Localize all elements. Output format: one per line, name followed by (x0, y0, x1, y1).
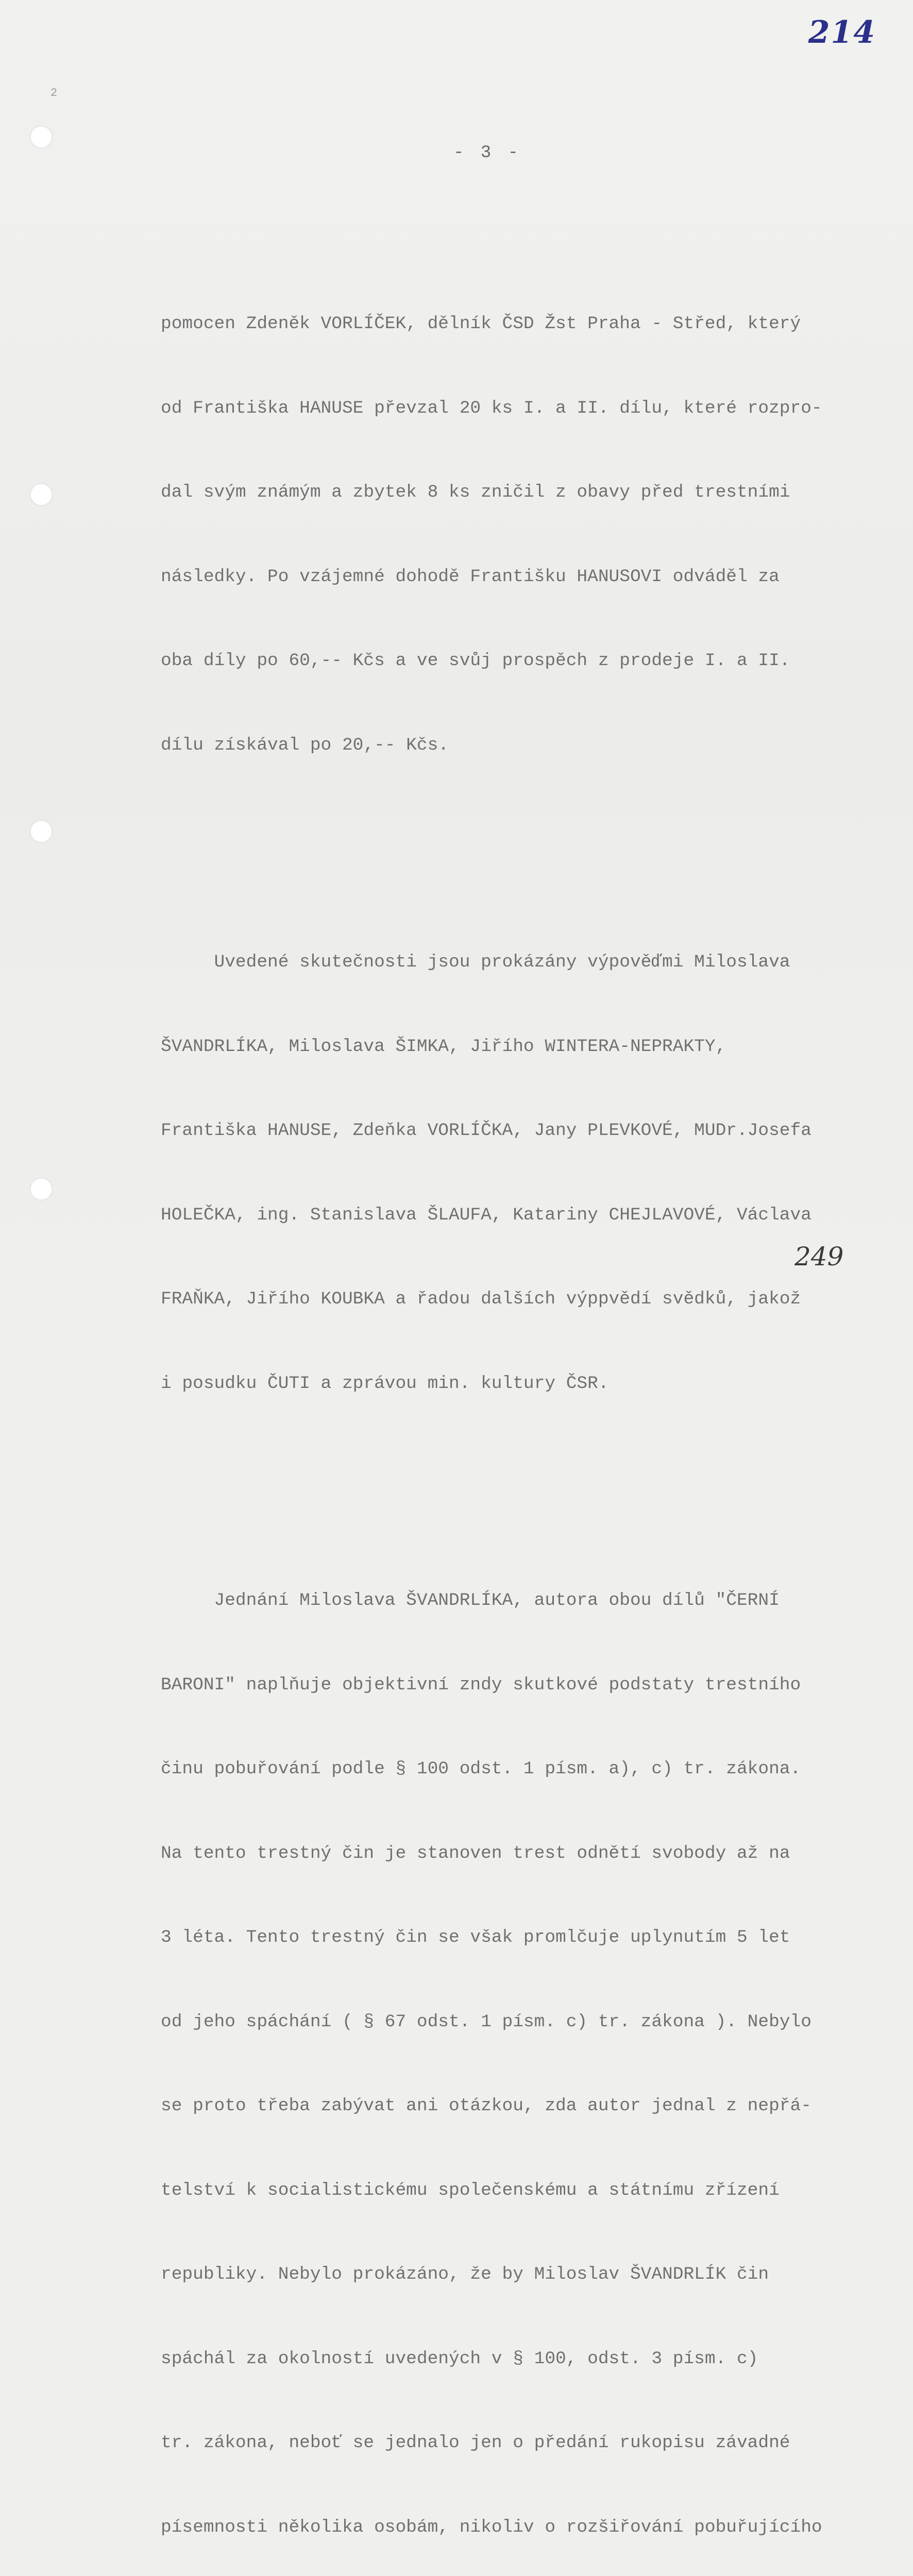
paragraph (161, 1531, 882, 2576)
folio-number-bottom: 249 (794, 1242, 844, 1272)
text-line: Uvedené skutečnosti jsou prokázány výpověďmi Miloslava (161, 952, 790, 972)
punch-hole (30, 1178, 53, 1200)
page-number: - 3 - (453, 143, 522, 163)
text-line: FRAŇKA, Jiřího KOUBKA a řadou dalších výppvědí svědků, jakož (161, 1289, 801, 1309)
text-line: oba díly po 60,-- Kčs a ve svůj prospěch z prodeje I. a II. (161, 651, 790, 671)
text-line: následky. Po vzájemné dohodě Františku HANUSOVI odváděl za (161, 566, 780, 587)
paragraph (161, 892, 882, 1454)
folio-number-top: 214 (808, 14, 876, 50)
text-line: 3 léta. Tento trestný čin se však promlčuje uplynutím 5 let (161, 1927, 790, 1947)
text-line: HOLEČKA, ing. Stanislava ŠLAUFA, Katariny CHEJLAVOVÉ, Václava (161, 1205, 811, 1225)
text-line: tr. zákona, neboť se jednalo jen o předání rukopisu závadné (161, 2433, 790, 2453)
text-line: Františka HANUSE, Zdeňka VORLÍČKA, Jany PLEVKOVÉ, MUDr.Josefa (161, 1121, 811, 1141)
document-body (161, 198, 882, 2576)
text-line: BARONI" naplňuje objektivní zndy skutkové podstaty trestního (161, 1674, 801, 1695)
text-line: písemnosti několika osobám, nikoliv o rozšiřování pobuřujícího (161, 2517, 822, 2537)
text-line: pomocen Zdeněk VORLÍČEK, dělník ČSD Žst Praha - Střed, který (161, 314, 801, 334)
stray-mark: 2 (50, 87, 58, 99)
text-line: dílu získával po 20,-- Kčs. (161, 735, 449, 755)
text-line: Jednání Miloslava ŠVANDRLÍKA, autora obou dílů "ČERNÍ (161, 1590, 780, 1611)
text-line: Na tento trestný čin je stanoven trest odnětí svobody až na (161, 1843, 790, 1863)
text-line: spáchál za okolností uvedených v § 100, odst. 3 písm. c) (161, 2348, 758, 2369)
text-line: telství k socialistickému společenskému a státnímu zřízení (161, 2180, 780, 2200)
punch-hole (30, 483, 53, 506)
text-line: dal svým známým a zbytek 8 ks zničil z obavy před trestními (161, 482, 790, 502)
text-line: i posudku ČUTI a zprávou min. kultury ČSR. (161, 1373, 609, 1394)
text-line: od Františka HANUSE převzal 20 ks I. a II. dílu, které rozpro- (161, 398, 822, 418)
text-line: se proto třeba zabývat ani otázkou, zda autor jednal z nepřá- (161, 2096, 811, 2116)
paragraph (161, 254, 882, 816)
text-line: od jeho spáchání ( § 67 odst. 1 písm. c) tr. zákona ). Nebylo (161, 2011, 811, 2032)
text-line: republiky. Nebylo prokázáno, že by Miloslav ŠVANDRLÍK čin (161, 2264, 769, 2284)
text-line: činu pobuřování podle § 100 odst. 1 písm. a), c) tr. zákona. (161, 1759, 801, 1779)
text-line: ŠVANDRLÍKA, Miloslava ŠIMKA, Jiřího WINTERA-NEPRAKTY, (161, 1036, 726, 1057)
punch-hole (30, 820, 53, 843)
